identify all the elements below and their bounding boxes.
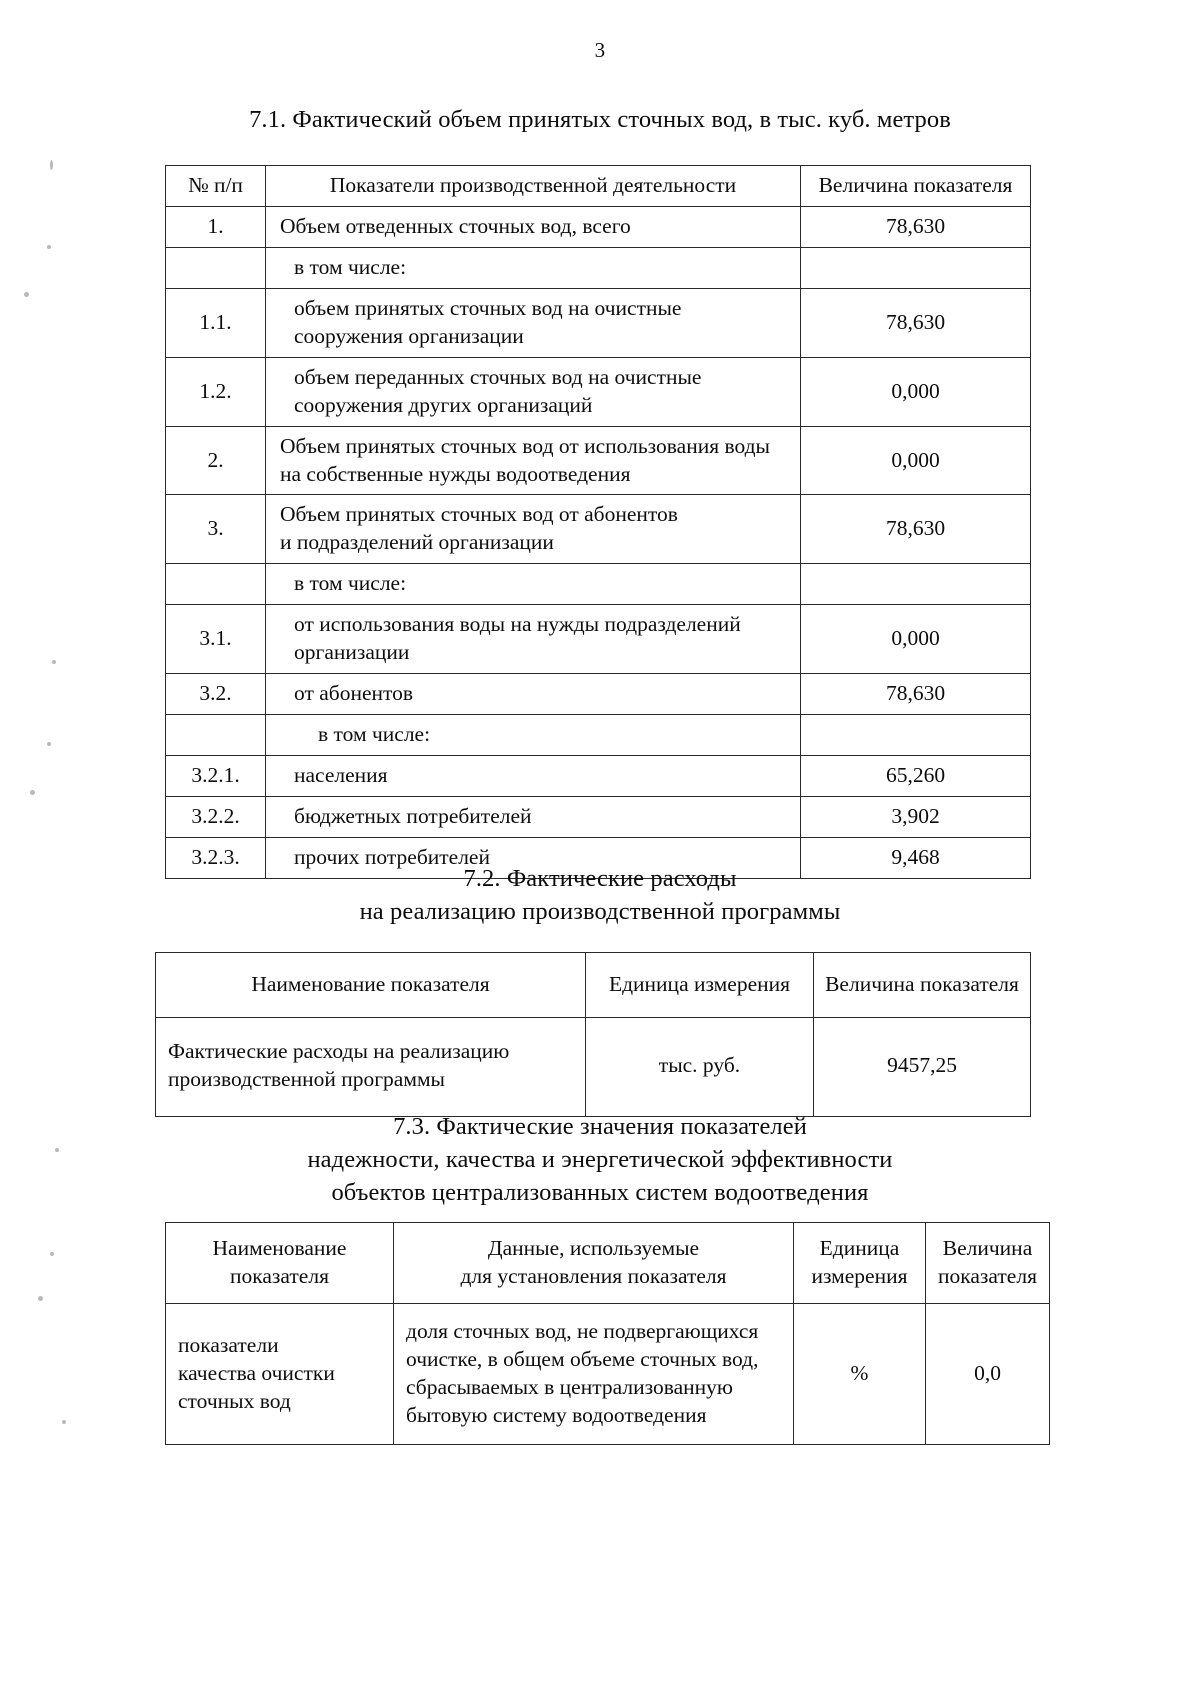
table-row: [166, 495, 1031, 564]
column-header-source-data: [394, 1223, 794, 1304]
row-indicator: [266, 674, 801, 715]
scan-speckle: [52, 660, 56, 664]
scan-speckle: [30, 790, 35, 795]
row-indicator: [266, 426, 801, 495]
heading-line: объектов централизованных систем водоотведения: [331, 1179, 869, 1207]
scan-speckle: [62, 1420, 66, 1424]
row-indicator-line: Объем принятых сточных вод от абонентов: [280, 502, 678, 527]
table-header-row: [166, 166, 1031, 207]
table-row: [166, 715, 1031, 756]
row-unit: %: [794, 1303, 926, 1444]
row-indicator: [266, 756, 801, 797]
row-indicator-line: сооружения организации: [294, 323, 524, 348]
row-index: 3.2.: [166, 674, 266, 715]
row-indicator-line: в том числе:: [294, 571, 407, 596]
row-indicator-line: качества очистки: [178, 1360, 335, 1385]
column-header-line: измерения: [811, 1263, 908, 1288]
row-value: 9457,25: [814, 1017, 1031, 1116]
row-value: [801, 247, 1031, 288]
table-row: [166, 1303, 1050, 1444]
table-row: [166, 357, 1031, 426]
row-index: 3.2.2.: [166, 796, 266, 837]
row-indicator-line: в том числе:: [294, 254, 407, 279]
table-actual-wastewater-volume: [165, 165, 1031, 879]
column-header-line: показателя: [938, 1263, 1037, 1288]
row-indicator: [156, 1017, 586, 1116]
column-header-unit: [794, 1223, 926, 1304]
row-value: 3,902: [801, 796, 1031, 837]
row-indicator: [266, 715, 801, 756]
row-index: [166, 715, 266, 756]
row-index: 3.: [166, 495, 266, 564]
row-index: [166, 247, 266, 288]
row-indicator: [266, 796, 801, 837]
heading-line: 7.3. Фактические значения показателей: [393, 1113, 807, 1140]
row-indicator-line: показатели: [178, 1332, 279, 1357]
row-value: 0,0: [926, 1303, 1050, 1444]
row-indicator: [266, 357, 801, 426]
column-header-value: [926, 1223, 1050, 1304]
row-value: 0,000: [801, 357, 1031, 426]
heading-line: 7.1. Фактический объем принятых сточных вод, в тыс. куб. метров: [249, 106, 951, 133]
table-row: [166, 605, 1031, 674]
table-actual-program-costs: [155, 952, 1031, 1117]
row-indicator-line: объем переданных сточных вод на очистные: [294, 364, 702, 389]
row-source-data-line: бытовую систему водоотведения: [406, 1402, 707, 1427]
column-header-line: Единица: [819, 1236, 900, 1260]
column-header-indicator: Показатели производственной деятельности: [266, 166, 801, 207]
row-indicator: [266, 206, 801, 247]
column-header-line: Данные, используемые: [487, 1236, 700, 1260]
table-row: [166, 288, 1031, 357]
row-indicator: [266, 605, 801, 674]
row-indicator-line: бюджетных потребителей: [294, 803, 532, 828]
heading-line: 7.2. Фактические расходы: [463, 865, 737, 892]
scan-speckle: [47, 245, 51, 249]
scan-speckle: [47, 742, 51, 746]
row-indicator-line: сооружения других организаций: [294, 392, 593, 417]
column-header-value: Величина показателя: [814, 953, 1031, 1018]
row-indicator-line: и подразделений организации: [280, 530, 554, 555]
column-header-unit: Единица измерения: [586, 953, 814, 1018]
row-value: [801, 564, 1031, 605]
row-indicator-line: Фактические расходы на реализацию: [168, 1038, 510, 1063]
table-row: [166, 426, 1031, 495]
column-header-indicator-name: [166, 1223, 394, 1304]
table-header-row: [166, 1223, 1050, 1304]
row-indicator: [266, 288, 801, 357]
table-row: [166, 674, 1031, 715]
row-source-data-line: сбрасываемых в централизованную: [406, 1374, 733, 1399]
row-index: 3.1.: [166, 605, 266, 674]
row-indicator-line: на собственные нужды водоотведения: [280, 461, 631, 486]
row-value: 78,630: [801, 206, 1031, 247]
row-indicator-line: производственной программы: [168, 1066, 446, 1091]
heading-line: надежности, качества и энергетической эффективности: [307, 1146, 893, 1174]
table-row: [166, 756, 1031, 797]
row-index: 1.: [166, 206, 266, 247]
row-indicator-line: Объем отведенных сточных вод, всего: [280, 213, 631, 238]
row-indicator-line: населения: [294, 763, 388, 787]
row-value: 78,630: [801, 495, 1031, 564]
scan-speckle: [50, 160, 53, 170]
row-indicator-line: в том числе:: [318, 722, 431, 747]
table-reliability-quality-indicators: [165, 1222, 1050, 1445]
row-indicator-line: от абонентов: [294, 681, 414, 706]
row-indicator-line: прочих потребителей: [294, 844, 490, 869]
column-header-indicator-name: Наименование показателя: [156, 953, 586, 1018]
column-header-line: Наименование: [212, 1236, 347, 1260]
row-value: 65,260: [801, 756, 1031, 797]
table-row: [166, 247, 1031, 288]
page-number: 3: [594, 38, 606, 62]
section-heading-7-2: [0, 862, 1200, 928]
row-index: 3.2.1.: [166, 756, 266, 797]
scan-speckle: [38, 1296, 43, 1301]
table-row: [166, 206, 1031, 247]
table-header-row: [156, 953, 1031, 1018]
row-value: 0,000: [801, 605, 1031, 674]
row-value: 0,000: [801, 426, 1031, 495]
scan-speckle: [50, 1252, 54, 1256]
row-source-data: [394, 1303, 794, 1444]
table-row: [156, 1017, 1031, 1116]
section-heading-7-1: [0, 103, 1200, 136]
row-index: 1.2.: [166, 357, 266, 426]
row-indicator: [266, 495, 801, 564]
row-index: 3.2.3.: [166, 837, 266, 878]
row-indicator-line: объем принятых сточных вод на очистные: [294, 295, 682, 320]
row-index: 1.1.: [166, 288, 266, 357]
row-index: 2.: [166, 426, 266, 495]
row-indicator: [166, 1303, 394, 1444]
heading-line: на реализацию производственной программы: [359, 898, 841, 926]
scan-speckle: [24, 292, 29, 297]
row-value: 78,630: [801, 288, 1031, 357]
row-value: [801, 715, 1031, 756]
row-source-data-line: очистке, в общем объеме сточных вод,: [406, 1346, 759, 1371]
row-indicator-line: сточных вод: [178, 1388, 291, 1413]
table-row: [166, 796, 1031, 837]
row-value: 78,630: [801, 674, 1031, 715]
column-header-line: для установления показателя: [460, 1263, 727, 1288]
section-heading-7-3: [0, 1110, 1200, 1209]
row-unit: тыс. руб.: [586, 1017, 814, 1116]
row-source-data-line: доля сточных вод, не подвергающихся: [406, 1318, 759, 1343]
row-indicator-line: от использования воды на нужды подразделений: [294, 612, 741, 637]
column-header-line: показателя: [230, 1263, 329, 1288]
row-index: [166, 564, 266, 605]
row-indicator: [266, 564, 801, 605]
column-header-index: № п/п: [166, 166, 266, 207]
row-indicator-line: организации: [294, 640, 410, 665]
column-header-line: Величина: [942, 1236, 1033, 1260]
row-value: 9,468: [801, 837, 1031, 878]
row-indicator-line: Объем принятых сточных вод от использования воды: [280, 433, 770, 458]
table-row: [166, 564, 1031, 605]
row-indicator: [266, 247, 801, 288]
column-header-value: Величина показателя: [801, 166, 1031, 207]
